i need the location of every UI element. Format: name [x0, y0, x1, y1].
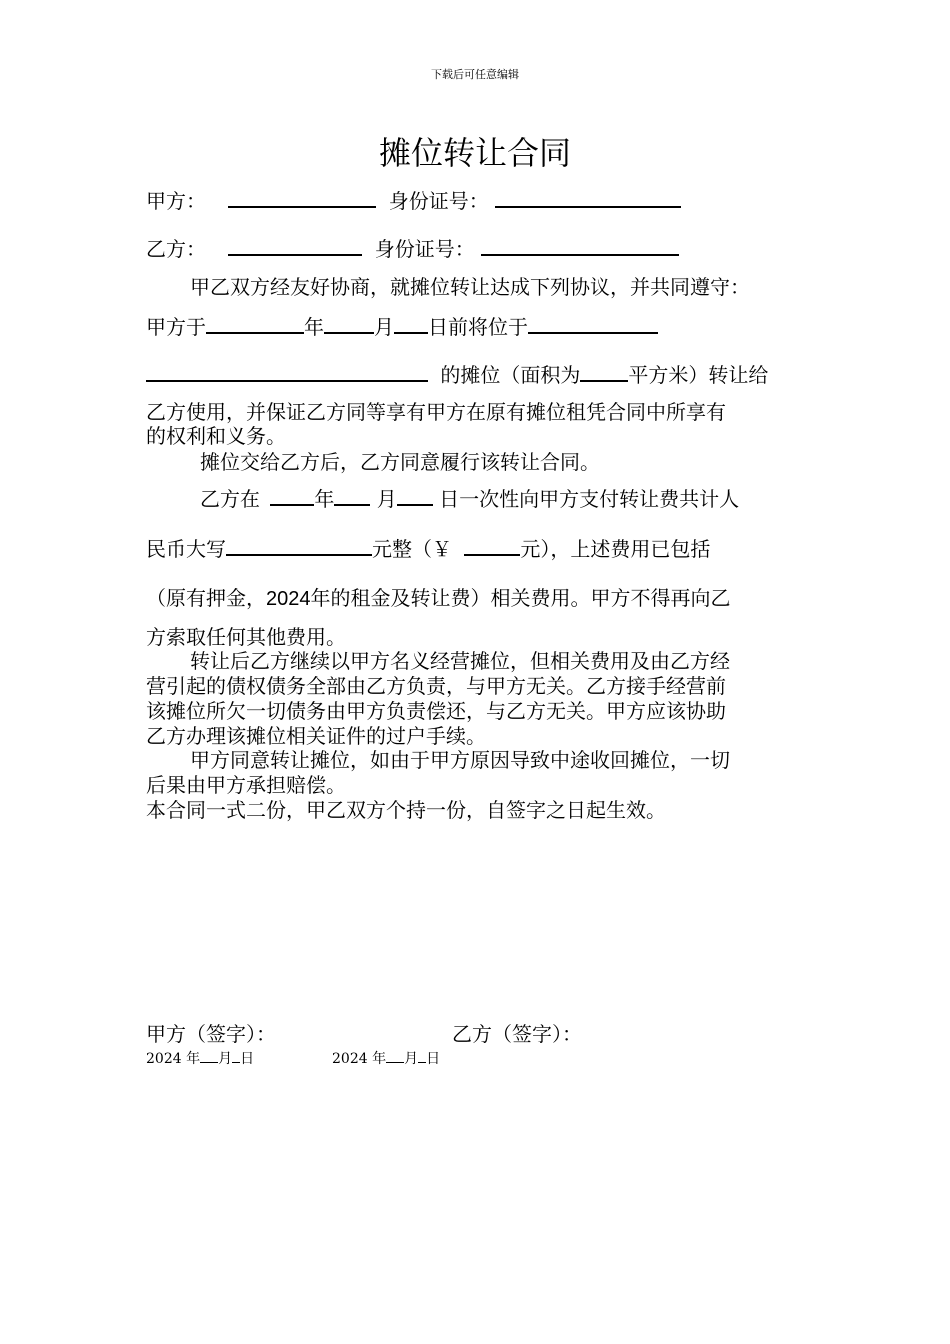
- clause3-line4: 方索取任何其他费用。: [146, 625, 346, 649]
- header-note: 下载后可任意编辑: [431, 68, 519, 81]
- party-b-id-blank[interactable]: [481, 236, 679, 256]
- clause1-line4: 的权利和义务。: [146, 424, 286, 448]
- text-sqm: 平方米）转让给: [628, 363, 769, 387]
- text-day-location: 日前将位于: [428, 315, 528, 339]
- party-b-month-blank[interactable]: [386, 1048, 404, 1063]
- text-deposit: （原有押金，: [146, 586, 266, 610]
- clause1-month-blank[interactable]: [324, 314, 374, 334]
- document-title: 摊位转让合同: [378, 134, 571, 172]
- intro-paragraph: 甲乙双方经友好协商，就摊位转让达成下列协议，并共同遵守：: [190, 275, 750, 299]
- party-a-id-blank[interactable]: [495, 188, 681, 208]
- clause5-line2: 后果由甲方承担赔偿。: [146, 773, 346, 797]
- text-rmb-upper: 民币大写: [146, 537, 226, 561]
- party-b-label: 乙方：: [146, 237, 206, 261]
- clause1-day-blank[interactable]: [394, 314, 428, 334]
- date-day-char: 日: [240, 1051, 255, 1067]
- party-a-signature-label: 甲方（签字）：: [146, 1022, 276, 1046]
- clause3-line1: [200, 486, 739, 511]
- clause3-line3: [146, 586, 731, 611]
- text-fees-included: 元），上述费用已包括: [520, 537, 711, 561]
- party-a-id-label: 身份证号：: [388, 189, 489, 213]
- clause5-line1: 甲方同意转让摊位，如由于甲方原因导致中途收回摊位，一切: [190, 748, 730, 772]
- text-payment: 日一次性向甲方支付转让费共计人: [439, 487, 740, 511]
- text-month: 月: [376, 487, 397, 511]
- clause2: 摊位交给乙方后，乙方同意履行该转让合同。: [200, 450, 600, 474]
- clause1-location-blank[interactable]: [528, 314, 658, 334]
- party-b-name-blank[interactable]: [228, 236, 362, 256]
- clause6: 本合同一式二份，甲乙双方个持一份，自签字之日起生效。: [146, 798, 666, 822]
- party-b-day-blank[interactable]: [418, 1048, 426, 1063]
- clause1-line1: [146, 314, 658, 339]
- party-b-signature-label: 乙方（签字）：: [452, 1022, 582, 1046]
- clause1-line2: [146, 362, 768, 387]
- text-year: 年: [304, 315, 324, 339]
- party-a-name-blank[interactable]: [228, 188, 376, 208]
- clause4-line1: 转让后乙方继续以甲方名义经营摊位，但相关费用及由乙方经: [190, 649, 730, 673]
- clause3-month-blank[interactable]: [334, 486, 370, 506]
- clause3-amount-blank[interactable]: [464, 536, 520, 556]
- party-b-date: [332, 1048, 440, 1068]
- clause1-line3: 乙方使用，并保证乙方同等享有甲方在原有摊位租凭合同中所享有: [146, 400, 726, 424]
- party-a-month-blank[interactable]: [200, 1048, 218, 1063]
- text-yuan-zheng: 元整（￥: [372, 537, 452, 561]
- date-month-char: 月: [404, 1051, 419, 1067]
- clause4-line4: 乙方办理该摊位相关证件的过户手续。: [146, 724, 486, 748]
- text-rent-fees: 年的租金及转让费）相关费用。甲方不得再向乙: [310, 586, 731, 610]
- text-yifang-zai: 乙方在: [200, 487, 260, 511]
- text-year: 年: [314, 487, 335, 511]
- date-day-char: 日: [426, 1051, 441, 1067]
- clause3-day-blank[interactable]: [397, 486, 433, 506]
- clause4-line3: 该摊位所欠一切债务由甲方负责偿还，与乙方无关。甲方应该协助: [146, 699, 726, 723]
- text-jiafang-yu: 甲方于: [146, 315, 206, 339]
- party-b-id-label: 身份证号：: [374, 237, 475, 261]
- date-year: 2024: [146, 1051, 182, 1067]
- date-year-char: 年: [372, 1051, 387, 1067]
- clause1-area-blank[interactable]: [580, 362, 628, 382]
- clause3-amount-upper-blank[interactable]: [226, 536, 372, 556]
- clause1-year-blank[interactable]: [206, 314, 304, 334]
- text-area: 的摊位（面积为: [440, 363, 581, 387]
- date-month-char: 月: [218, 1051, 233, 1067]
- clause3-line2: [146, 536, 710, 561]
- party-a-label: 甲方：: [146, 189, 206, 213]
- clause3-year-blank[interactable]: [270, 486, 314, 506]
- party-b-line: [146, 236, 679, 261]
- party-a-date: [146, 1048, 254, 1068]
- date-year-char: 年: [186, 1051, 201, 1067]
- year-number: 2024: [266, 588, 311, 610]
- clause4-line2: 营引起的债权债务全部由乙方负责，与甲方无关。乙方接手经营前: [146, 674, 726, 698]
- text-month: 月: [374, 315, 394, 339]
- party-a-line: [146, 188, 681, 213]
- date-year: 2024: [332, 1051, 368, 1067]
- party-a-day-blank[interactable]: [232, 1048, 240, 1063]
- clause1-location-blank2[interactable]: [146, 362, 428, 382]
